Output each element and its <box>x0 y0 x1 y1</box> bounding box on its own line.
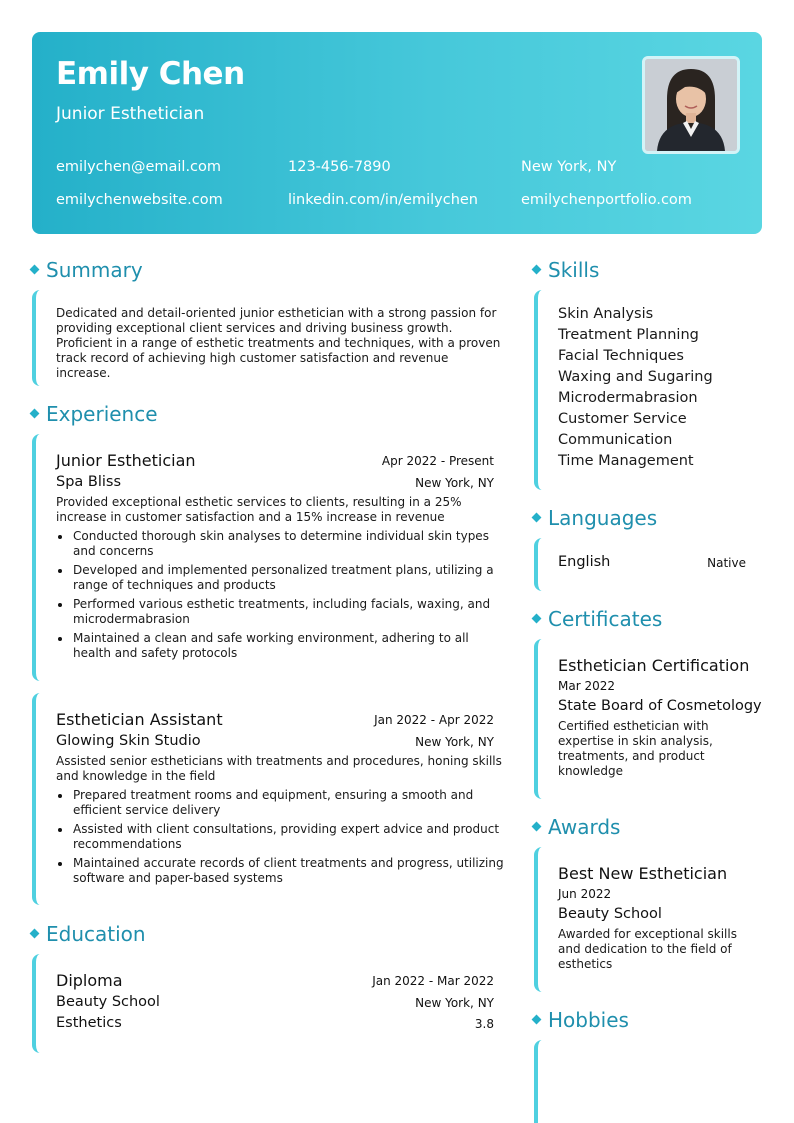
gpa: 3.8 <box>474 1017 494 1031</box>
diamond-icon <box>532 1015 542 1025</box>
certificate-date: Mar 2022 <box>558 679 615 693</box>
list-item: Conducted thorough skin analyses to determine individual skin types and concerns <box>56 529 504 559</box>
job-bullets <box>56 788 504 890</box>
job-title: Junior Esthetician <box>56 451 196 470</box>
email-link[interactable]: emilychen@email.com <box>56 159 222 175</box>
job-location: New York, NY <box>415 476 494 490</box>
education-title: Education <box>46 922 146 946</box>
website-link[interactable]: emilychenwebsite.com <box>56 192 223 208</box>
skill-item: Customer Service <box>558 411 687 427</box>
list-item: Maintained accurate records of client treatments and progress, utilizing software and paper-based systems <box>56 856 504 886</box>
field-of-study: Esthetics <box>56 1015 122 1031</box>
diamond-icon <box>532 265 542 275</box>
skills-title: Skills <box>548 258 600 282</box>
diamond-icon <box>532 822 542 832</box>
job-description: Provided exceptional esthetic services to clients, resulting in a 25% increase in customer satisfaction and a 15% increase in revenue <box>56 495 462 524</box>
list-item: Maintained a clean and safe working environment, adhering to all health and safety protocols <box>56 631 504 661</box>
diamond-icon <box>30 265 40 275</box>
list-item: Performed various esthetic treatments, including facials, waxing, and microdermabrasion <box>56 597 504 627</box>
phone-number: 123-456-7890 <box>288 159 391 175</box>
skills-card <box>534 290 760 490</box>
language-level: Native <box>707 556 746 570</box>
languages-card <box>534 538 760 591</box>
candidate-name: Emily Chen <box>56 56 245 92</box>
education-dates: Jan 2022 - Mar 2022 <box>372 974 494 988</box>
job-description: Assisted senior estheticians with treatments and procedures, honing skills and knowledge in the field <box>56 754 502 783</box>
awards-title: Awards <box>548 815 621 839</box>
experience-title: Experience <box>46 402 158 426</box>
experience-item <box>32 434 502 681</box>
skill-item: Facial Techniques <box>558 348 684 364</box>
skill-item: Microdermabrasion <box>558 390 698 406</box>
degree: Diploma <box>56 971 123 990</box>
certificates-title: Certificates <box>548 607 663 631</box>
certificate-issuer: State Board of Cosmetology <box>558 698 762 714</box>
diamond-icon <box>532 614 542 624</box>
list-item: Assisted with client consultations, providing expert advice and product recommendations <box>56 822 504 852</box>
list-item: Developed and implemented personalized treatment plans, utilizing a range of techniques and products <box>56 563 504 593</box>
award-name: Best New Esthetician <box>558 864 728 883</box>
portfolio-link[interactable]: emilychenportfolio.com <box>521 192 692 208</box>
job-title: Esthetician Assistant <box>56 710 223 729</box>
resume-header <box>32 32 762 234</box>
school-name: Beauty School <box>56 994 160 1010</box>
award-issuer: Beauty School <box>558 906 662 922</box>
job-dates: Apr 2022 - Present <box>381 454 494 468</box>
skill-item: Skin Analysis <box>558 306 654 322</box>
company-name: Glowing Skin Studio <box>56 733 201 749</box>
summary-text: Dedicated and detail-oriented junior esthetician with a strong passion for providing exceptional client services and driving business growth. Proficient in a range of esthetic treatments and techniques, with a proven track record of achieving high customer satisfaction and revenue increase. <box>56 306 501 380</box>
list-item: Prepared treatment rooms and equipment, ensuring a smooth and efficient service delivery <box>56 788 504 818</box>
hobbies-title: Hobbies <box>548 1008 629 1032</box>
job-bullets <box>56 529 504 665</box>
skill-item: Communication <box>558 432 673 448</box>
candidate-title: Junior Esthetician <box>56 104 205 124</box>
summary-card <box>32 290 502 386</box>
job-dates: Jan 2022 - Apr 2022 <box>374 713 494 727</box>
certificate-name: Esthetician Certification <box>558 656 750 675</box>
company-name: Spa Bliss <box>56 474 122 490</box>
certificate-description: Certified esthetician with expertise in skin analysis, treatments, and product knowledge <box>558 719 713 778</box>
location: New York, NY <box>521 159 617 175</box>
diamond-icon <box>30 929 40 939</box>
languages-title: Languages <box>548 506 658 530</box>
linkedin-link[interactable]: linkedin.com/in/emilychen <box>288 192 478 208</box>
hobbies-card <box>534 1040 760 1123</box>
school-location: New York, NY <box>415 996 494 1010</box>
diamond-icon <box>532 513 542 523</box>
skill-item: Time Management <box>558 453 694 469</box>
education-card <box>32 954 502 1053</box>
award-date: Jun 2022 <box>558 887 612 901</box>
summary-title: Summary <box>46 258 143 282</box>
diamond-icon <box>30 409 40 419</box>
award-description: Awarded for exceptional skills and dedication to the field of esthetics <box>558 927 737 971</box>
experience-item <box>32 693 502 905</box>
skill-item: Waxing and Sugaring <box>558 369 713 385</box>
profile-photo <box>642 56 740 154</box>
language-name: English <box>558 554 611 570</box>
skill-item: Treatment Planning <box>558 327 699 343</box>
job-location: New York, NY <box>415 735 494 749</box>
award-item <box>534 847 760 992</box>
certificate-item <box>534 639 760 799</box>
